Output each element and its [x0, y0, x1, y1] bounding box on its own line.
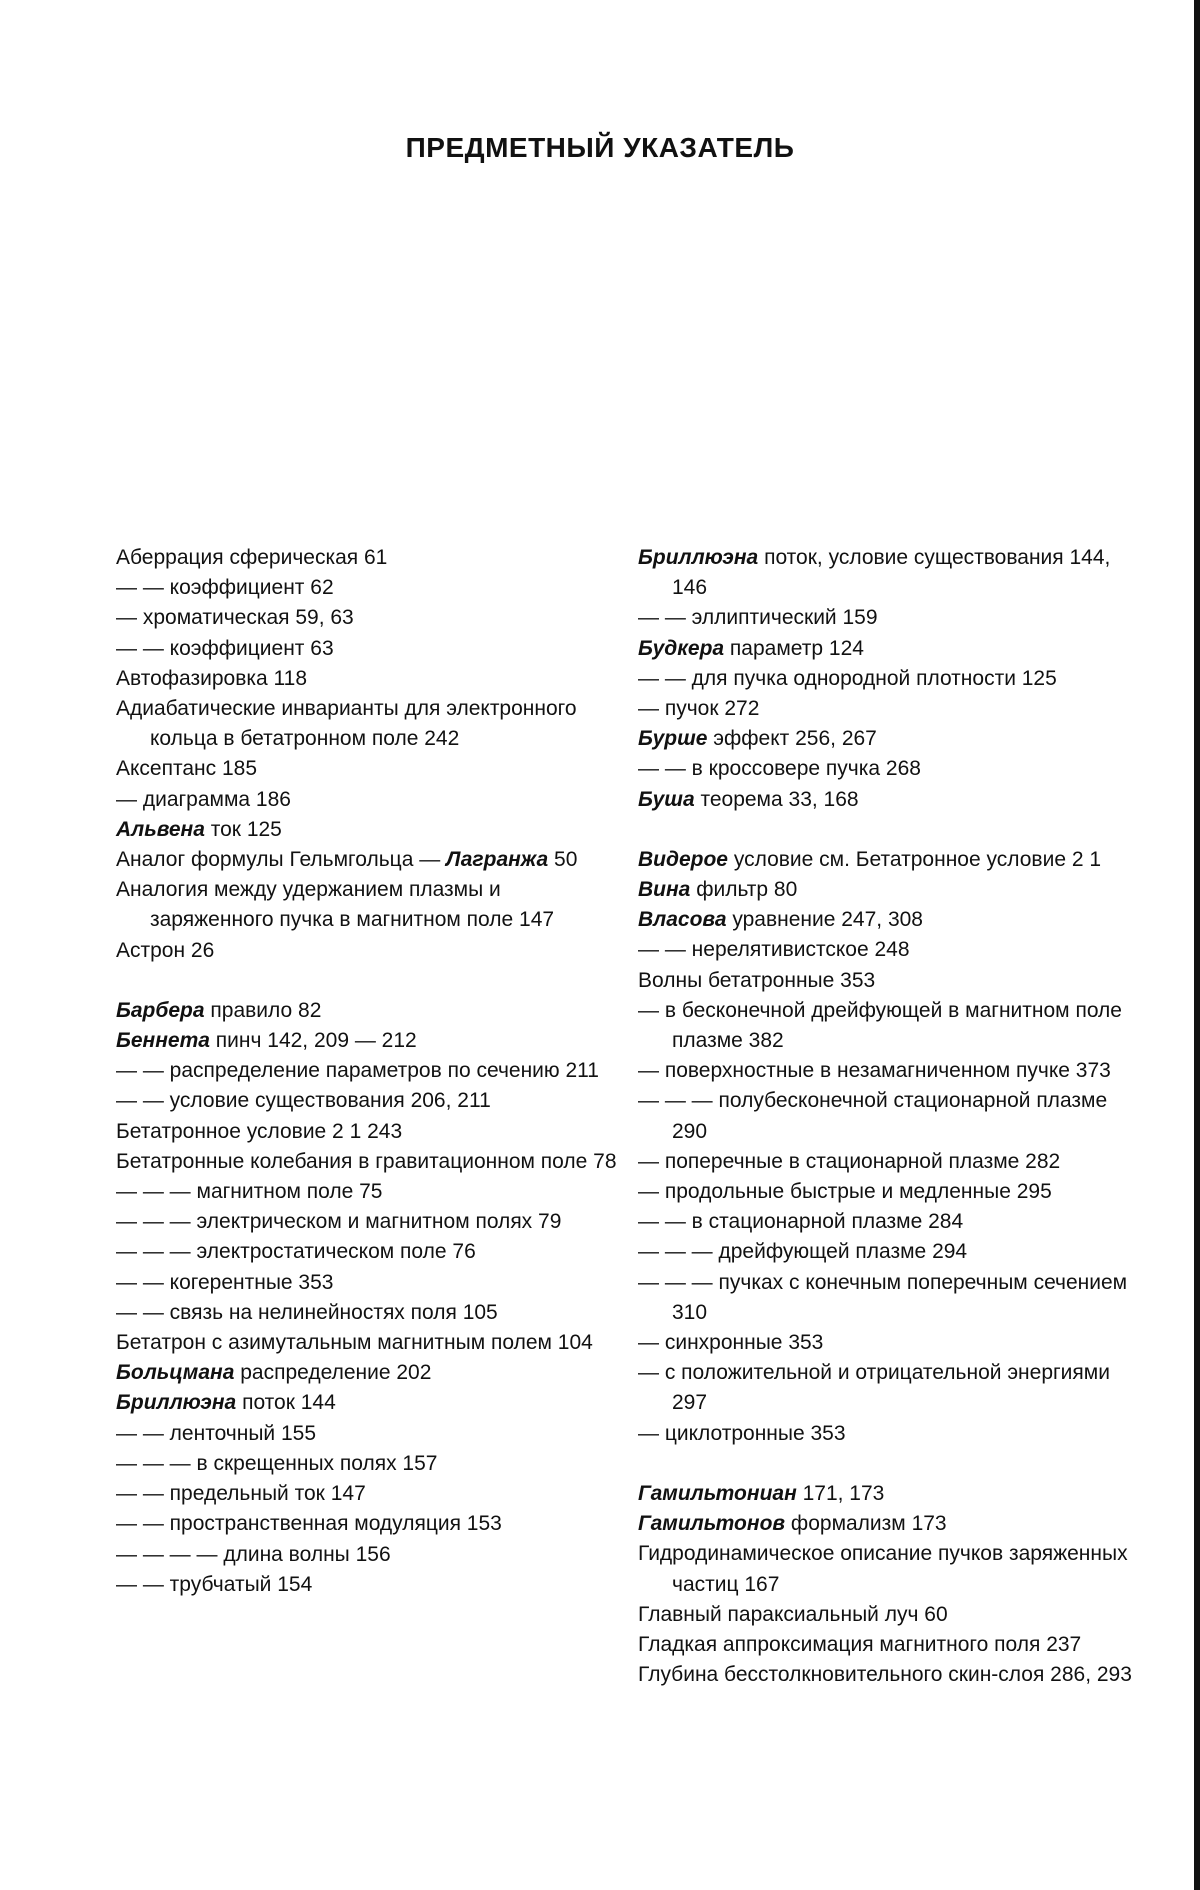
index-entry: — — предельный ток 147 [116, 1479, 621, 1509]
index-entry: Аналогия между удержанием плазмы и заряженного пучка в магнитном поле 147 [116, 875, 621, 935]
index-entry: — — распределение параметров по сечению 211 [116, 1056, 621, 1086]
entry-text: 50 [548, 848, 577, 871]
index-entry: Аберрация сферическая 61 [116, 543, 621, 573]
index-entry: — — — — длина волны 156 [116, 1540, 621, 1570]
letter-gap [116, 966, 621, 996]
entry-text: теорема 33, 168 [695, 788, 859, 811]
entry-text: фильтр 80 [690, 878, 797, 901]
index-entry: — поперечные в стационарной плазме 282 [638, 1147, 1143, 1177]
entry-text: Аналог формулы Гельмгольца — [116, 848, 446, 871]
index-entry [638, 724, 1143, 754]
index-entry: Автофазировка 118 [116, 664, 621, 694]
index-entry [638, 785, 1143, 815]
person-name: Беннета [116, 1029, 210, 1052]
index-entry [638, 905, 1143, 935]
index-entry: — — когерентные 353 [116, 1268, 621, 1298]
index-entry: — — в стационарной плазме 284 [638, 1207, 1143, 1237]
index-entry: Волны бетатронные 353 [638, 966, 1143, 996]
index-entry [116, 845, 621, 875]
index-entry: — — трубчатый 154 [116, 1570, 621, 1600]
entry-text: поток 144 [236, 1391, 336, 1414]
entry-text: поток, условие существования 144, 146 [672, 546, 1110, 599]
entry-text: условие см. Бетатронное условие 2 1 [728, 848, 1101, 871]
index-entry: — продольные быстрые и медленные 295 [638, 1177, 1143, 1207]
index-entry: Бетатронное условие 2 1 243 [116, 1117, 621, 1147]
person-name: Вина [638, 878, 690, 901]
index-entry: Адиабатические инварианты для электронного кольца в бетатронном поле 242 [116, 694, 621, 754]
person-name: Буша [638, 788, 695, 811]
index-entry [638, 1479, 1143, 1509]
person-name: Лагранжа [446, 848, 548, 871]
entry-text: правило 82 [205, 999, 322, 1022]
index-entry: Гидродинамическое описание пучков заряженных частиц 167 [638, 1539, 1143, 1599]
letter-gap [638, 815, 1143, 845]
index-entry: — с положительной и отрицательной энергиями 297 [638, 1358, 1143, 1418]
index-entry: — хроматическая 59, 63 [116, 603, 621, 633]
index-entry: — в бесконечной дрейфующей в магнитном поле плазме 382 [638, 996, 1143, 1056]
index-entry [116, 1358, 621, 1388]
person-name: Бурше [638, 727, 707, 750]
index-entry: Гладкая аппроксимация магнитного поля 237 [638, 1630, 1143, 1660]
entry-text: ток 125 [205, 818, 282, 841]
index-entry [116, 815, 621, 845]
person-name: Бриллюэна [116, 1391, 236, 1414]
index-entry: — синхронные 353 [638, 1328, 1143, 1358]
index-entry: — — пространственная модуляция 153 [116, 1509, 621, 1539]
person-name: Альвена [116, 818, 205, 841]
person-name: Будкера [638, 637, 724, 660]
index-entry: — — коэффициент 63 [116, 634, 621, 664]
person-name: Видерое [638, 848, 728, 871]
entry-text: 171, 173 [797, 1482, 885, 1505]
index-entry: — циклотронные 353 [638, 1419, 1143, 1449]
index-entry: — — — в скрещенных полях 157 [116, 1449, 621, 1479]
index-entry: — — ленточный 155 [116, 1419, 621, 1449]
index-entry: — пучок 272 [638, 694, 1143, 724]
index-entry: — — для пучка однородной плотности 125 [638, 664, 1143, 694]
person-name: Гамильтониан [638, 1482, 797, 1505]
index-entry: — — — электрическом и магнитном полях 79 [116, 1207, 621, 1237]
index-entry [638, 875, 1143, 905]
page-title: ПРЕДМЕТНЫЙ УКАЗАТЕЛЬ [0, 132, 1200, 164]
index-entry: Глубина бесстолкновительного скин-слоя 286, 293 [638, 1660, 1143, 1690]
index-entry: — диаграмма 186 [116, 785, 621, 815]
entry-text: распределение 202 [234, 1361, 431, 1384]
index-entry: — — — дрейфующей плазме 294 [638, 1237, 1143, 1267]
person-name: Больцмана [116, 1361, 234, 1384]
index-entry [638, 543, 1143, 603]
index-entry: — — нерелятивистское 248 [638, 935, 1143, 965]
index-entry: — — в кроссовере пучка 268 [638, 754, 1143, 784]
index-entry [638, 1509, 1143, 1539]
index-entry: — — — электростатическом поле 76 [116, 1237, 621, 1267]
entry-text: эффект 256, 267 [707, 727, 876, 750]
person-name: Власова [638, 908, 727, 931]
index-column-left [116, 543, 621, 1600]
index-entry: — поверхностные в незамагниченном пучке 373 [638, 1056, 1143, 1086]
index-entry [116, 1388, 621, 1418]
entry-text: формализм 173 [785, 1512, 947, 1535]
entry-text: уравнение 247, 308 [727, 908, 923, 931]
index-entry: Астрон 26 [116, 936, 621, 966]
page-edge [1194, 0, 1200, 1890]
entry-text: параметр 124 [724, 637, 864, 660]
index-entry: Аксептанс 185 [116, 754, 621, 784]
index-entry: — — — пучках с конечным поперечным сечением 310 [638, 1268, 1143, 1328]
index-entry [116, 996, 621, 1026]
entry-text: пинч 142, 209 — 212 [210, 1029, 417, 1052]
index-entry: — — эллиптический 159 [638, 603, 1143, 633]
index-entry [116, 1026, 621, 1056]
index-column-right [638, 543, 1143, 1690]
index-entry: Главный параксиальный луч 60 [638, 1600, 1143, 1630]
index-entry: — — — полубесконечной стационарной плазме 290 [638, 1086, 1143, 1146]
index-entry: Бетатрон с азимутальным магнитным полем 104 [116, 1328, 621, 1358]
index-entry: Бетатронные колебания в гравитационном поле 78 [116, 1147, 621, 1177]
index-entry: — — условие существования 206, 211 [116, 1086, 621, 1116]
person-name: Гамильтонов [638, 1512, 785, 1535]
person-name: Бриллюэна [638, 546, 758, 569]
index-entry: — — связь на нелинейностях поля 105 [116, 1298, 621, 1328]
person-name: Барбера [116, 999, 205, 1022]
letter-gap [638, 1449, 1143, 1479]
index-entry [638, 634, 1143, 664]
index-entry: — — коэффициент 62 [116, 573, 621, 603]
index-entry [638, 845, 1143, 875]
index-entry: — — — магнитном поле 75 [116, 1177, 621, 1207]
